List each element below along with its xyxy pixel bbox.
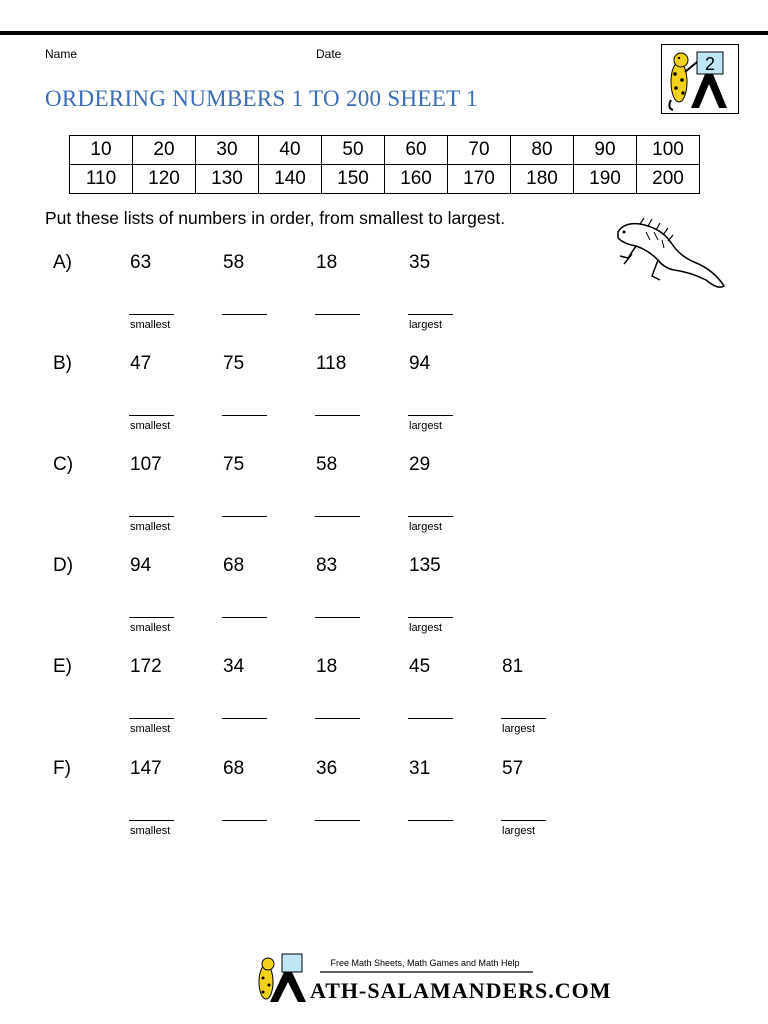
problem-label: F): [53, 758, 71, 779]
answer-blank[interactable]: [408, 516, 453, 517]
answer-blank[interactable]: [315, 820, 360, 821]
smallest-tag: smallest: [130, 319, 171, 331]
table-cell: 110: [70, 165, 133, 194]
problem-number: 172: [130, 656, 162, 677]
largest-tag: largest: [409, 521, 443, 533]
problem-number: 75: [223, 454, 245, 475]
problem-number: 94: [130, 555, 152, 576]
answer-blank[interactable]: [408, 718, 453, 719]
reference-number-table: [69, 135, 700, 194]
answer-blank[interactable]: [129, 516, 174, 517]
answer-blank[interactable]: [408, 415, 453, 416]
problem-number: 58: [316, 454, 338, 475]
salamander-logo-icon: [661, 44, 739, 114]
table-row: [70, 136, 700, 165]
answer-blank[interactable]: [315, 516, 360, 517]
answer-blank[interactable]: [222, 820, 267, 821]
page-title: ORDERING NUMBERS 1 TO 200 SHEET 1: [45, 86, 478, 111]
answer-blank[interactable]: [129, 617, 174, 618]
answer-blank[interactable]: [129, 415, 174, 416]
smallest-tag: smallest: [130, 723, 171, 735]
table-cell: 140: [259, 165, 322, 194]
answer-blank[interactable]: [315, 415, 360, 416]
problem-number: 18: [316, 656, 338, 677]
table-cell: 190: [574, 165, 637, 194]
problem-label: C): [53, 454, 74, 475]
footer-tagline: Free Math Sheets, Math Games and Math Help: [330, 958, 520, 968]
answer-blank[interactable]: [315, 718, 360, 719]
table-cell: 90: [574, 136, 637, 165]
top-border: [0, 31, 768, 35]
problem-number: 58: [223, 252, 245, 273]
problem-number: 147: [130, 758, 162, 779]
problem-label: E): [53, 656, 72, 677]
problem-number: 63: [130, 252, 152, 273]
table-cell: 180: [511, 165, 574, 194]
answer-blank[interactable]: [315, 314, 360, 315]
problem-number: 135: [409, 555, 441, 576]
problem-number: 68: [223, 758, 245, 779]
answer-blank[interactable]: [222, 516, 267, 517]
answer-blank[interactable]: [408, 617, 453, 618]
table-cell: 120: [133, 165, 196, 194]
answer-blank[interactable]: [501, 718, 546, 719]
largest-tag: largest: [409, 319, 443, 331]
table-cell: 20: [133, 136, 196, 165]
answer-blank[interactable]: [222, 314, 267, 315]
problem-label: B): [53, 353, 72, 374]
answer-blank[interactable]: [315, 617, 360, 618]
salamander-drawing-icon: [610, 210, 728, 295]
problem-number: 29: [409, 454, 431, 475]
problem-label: A): [53, 252, 72, 273]
problem-number: 36: [316, 758, 338, 779]
problem-number: 31: [409, 758, 431, 779]
problem-number: 75: [223, 353, 245, 374]
answer-blank[interactable]: [129, 820, 174, 821]
footer-site-name: ATH-SALAMANDERS.COM: [310, 978, 612, 1003]
problem-number: 34: [223, 656, 245, 677]
table-cell: 80: [511, 136, 574, 165]
problem-number: 68: [223, 555, 245, 576]
table-cell: 50: [322, 136, 385, 165]
math-salamanders-footer-logo: [248, 952, 612, 1006]
answer-blank[interactable]: [408, 314, 453, 315]
largest-tag: largest: [409, 622, 443, 634]
table-cell: 40: [259, 136, 322, 165]
table-cell: 70: [448, 136, 511, 165]
name-label: Name: [45, 47, 78, 61]
table-cell: 200: [637, 165, 700, 194]
problem-number: 107: [130, 454, 162, 475]
largest-tag: largest: [502, 723, 536, 735]
smallest-tag: smallest: [130, 825, 171, 837]
answer-blank[interactable]: [222, 415, 267, 416]
problem-label: D): [53, 555, 74, 576]
table-cell: 170: [448, 165, 511, 194]
grade-badge: 2: [704, 54, 716, 74]
problem-number: 57: [502, 758, 524, 779]
smallest-tag: smallest: [130, 521, 171, 533]
table-cell: 130: [196, 165, 259, 194]
problem-number: 83: [316, 555, 338, 576]
date-label: Date: [316, 47, 342, 61]
answer-blank[interactable]: [129, 718, 174, 719]
problem-number: 35: [409, 252, 431, 273]
table-cell: 30: [196, 136, 259, 165]
problem-number: 118: [316, 353, 347, 374]
answer-blank[interactable]: [222, 617, 267, 618]
problem-number: 18: [316, 252, 338, 273]
problem-number: 81: [502, 656, 524, 677]
table-cell: 160: [385, 165, 448, 194]
table-cell: 60: [385, 136, 448, 165]
table-cell: 150: [322, 165, 385, 194]
instruction-text: Put these lists of numbers in order, from smallest to largest.: [45, 208, 506, 228]
problem-number: 45: [409, 656, 431, 677]
largest-tag: largest: [502, 825, 536, 837]
answer-blank[interactable]: [408, 820, 453, 821]
smallest-tag: smallest: [130, 622, 171, 634]
problem-number: 47: [130, 353, 152, 374]
table-row: [70, 165, 700, 194]
smallest-tag: smallest: [130, 420, 171, 432]
answer-blank[interactable]: [129, 314, 174, 315]
answer-blank[interactable]: [501, 820, 546, 821]
problem-number: 94: [409, 353, 431, 374]
answer-blank[interactable]: [222, 718, 267, 719]
table-cell: 10: [70, 136, 133, 165]
table-cell: 100: [637, 136, 700, 165]
largest-tag: largest: [409, 420, 443, 432]
